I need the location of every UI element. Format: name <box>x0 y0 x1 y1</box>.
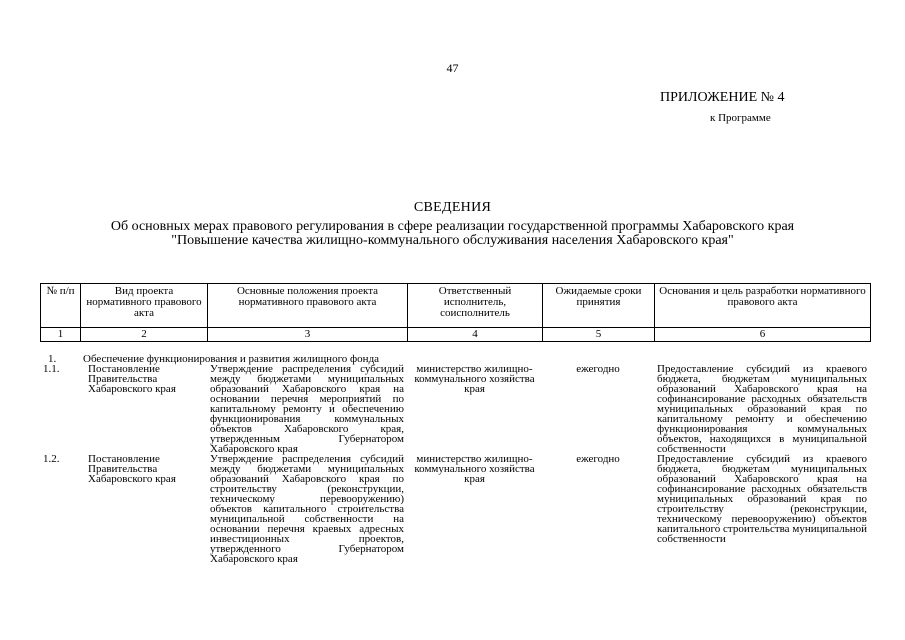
section-number: 1. <box>48 353 57 365</box>
column-header-executor: Ответственный исполнитель, соисполнитель <box>408 284 543 328</box>
table-row <box>40 454 870 564</box>
row-basis: Предоставление субсидий из краевого бюджета, бюджетам муниципальных образований Хабаровского края на софинансирование расходных обязательств муниципальных образований края по строительству (реконструкции, техническому перевооружению) объектов капитального строительства муниципальной собственности <box>657 453 868 545</box>
appendix-subtitle: к Программе <box>710 112 771 124</box>
row-act-type: Постановление Правительства Хабаровского края <box>88 453 176 485</box>
column-number-cell: 6 <box>655 328 871 342</box>
table-body <box>40 354 870 564</box>
column-header-type: Вид проекта нормативного правового акта <box>81 284 208 328</box>
row-deadline: ежегодно <box>576 453 620 465</box>
table-header <box>40 283 871 342</box>
document-subtitle-line-2: "Повышение качества жилищно-коммунального обслуживания населения Хабаровского края" <box>171 233 734 248</box>
row-act-type: Постановление Правительства Хабаровского края <box>88 363 176 395</box>
column-header-basis: Основания и цель разработки нормативного правового акта <box>655 284 871 328</box>
document-subtitle <box>40 220 865 248</box>
column-header-deadline: Ожидаемые сроки принятия <box>543 284 655 328</box>
column-header-number: № п/п <box>41 284 81 328</box>
column-number-cell: 2 <box>81 328 208 342</box>
section-title: Обеспечение функционирования и развития жилищного фонда <box>83 353 380 365</box>
row-executor: министерство жилищно-коммунального хозяйства края <box>414 453 535 485</box>
document-title: СВЕДЕНИЯ <box>413 200 492 215</box>
table-row <box>40 364 870 454</box>
row-executor: министерство жилищно-коммунального хозяйства края <box>414 363 535 395</box>
column-number-cell: 3 <box>208 328 408 342</box>
column-number-cell: 1 <box>41 328 81 342</box>
document-subtitle-line-1: Об основных мерах правового регулирования в сфере реализации государственной программы Хабаровского края <box>110 219 795 234</box>
row-provisions: Утверждение распределения субсидий между бюджетами муниципальных образований Хабаровского края на основании перечня мероприятий по капитальному ремонту и обеспечению функционирования коммунальных объектов Хабаровского края, утвержденным Губернатором Хабаровского края <box>210 363 404 455</box>
row-basis: Предоставление субсидий из краевого бюджета, бюджетам муниципальных образований Хабаровского края на софинансирование расходных обязательств муниципальных образований края по капитальному ремонту и обеспечению функционирования коммунальных объектов, находящихся в муниципальной собственности <box>657 363 868 455</box>
row-provisions: Утверждение распределения субсидий между бюджетами муниципальных образований Хабаровского края по строительству (реконструкции, техническому перевооружению) объектов капитального строительства муниципальной собственности на основании перечня краевых адресных инвестиционных проектов, утвержденного Губернатором Хабаровского края <box>210 453 404 565</box>
row-number: 1.2. <box>43 453 60 465</box>
appendix-title: ПРИЛОЖЕНИЕ № 4 <box>660 90 785 105</box>
column-number-cell: 5 <box>543 328 655 342</box>
page-number: 47 <box>446 61 459 75</box>
column-number-cell: 4 <box>408 328 543 342</box>
row-deadline: ежегодно <box>576 363 620 375</box>
column-header-provisions: Основные положения проекта нормативного правового акта <box>208 284 408 328</box>
row-number: 1.1. <box>43 363 60 375</box>
